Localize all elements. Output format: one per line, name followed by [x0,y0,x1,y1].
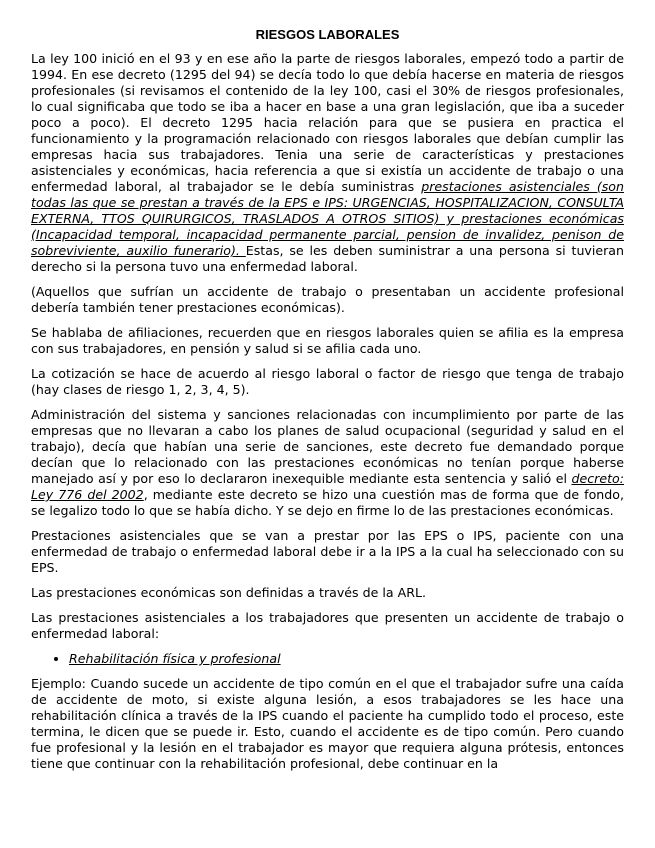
bullet-list [31,651,624,667]
paragraph-administracion-tail: , mediante este decreto se hizo una cuestión mas de forma que de fondo, se legalizo todo lo que se había dicho. Y se dejo en firme lo de las prestaciones económicas. [31,487,624,518]
decreto-link-text: decreto: Ley 776 del 2002 [31,471,624,502]
paragraph-intro-tail: Estas, se les deben suministrar a una persona si tuvieran derecho si la persona tuvo una enfermedad laboral. [31,243,624,274]
paragraph-cotizacion: La cotización se hace de acuerdo al riesgo laboral o factor de riesgo que tenga de trabajo (hay clases de riesgo 1, 2, 3, 4, 5). [31,366,624,397]
bullet-text: Rehabilitación física y profesional [69,651,281,666]
list-item [69,651,624,667]
paragraph-ejemplo: Ejemplo: Cuando sucede un accidente de tipo común en el que el trabajador sufre una caída de accidente de moto, si existe alguna lesión, a esos trabajadores se les hace una rehabilitación clínica a través de la IPS cuando el paciente ha cumplido todo el proceso, este termina, le dicen que se puede ir. Esto, cuando el accidente es de tipo común. Pero cuando fue profesional y la lesión en el trabajador es mayor que requiera alguna prótesis, entonces tiene que continuar con la rehabilitación profesional, debe continuar en la [31,676,624,771]
paragraph-intro [31,51,624,275]
paragraph-afiliaciones: Se hablaba de afiliaciones, recuerden que en riesgos laborales quien se afilia es la empresa con sus trabajadores, en pensión y salud si se afilia cada uno. [31,325,624,356]
paragraph-prestaciones-asistenciales: Prestaciones asistenciales que se van a prestar por las EPS o IPS, paciente con una enfermedad de trabajo o enfermedad laboral debe ir a la IPS a la cual ha seleccionado con su EPS. [31,528,624,575]
paragraph-administracion-text: Administración del sistema y sanciones relacionadas con incumplimiento por parte de las empresas que no llevaran a cabo los planes de salud ocupacional (seguridad y salud en el trabajo), decía que habían una serie de sanciones, este decreto fue demandado porque decían que lo relacionado con las prestaciones económicas no tenían porque haberse manejado así y por eso lo declararon inexequible mediante esta sentencia y salió el [31,407,624,486]
paragraph-trabajadores: Las prestaciones asistenciales a los trabajadores que presenten un accidente de trabajo o enfermedad laboral: [31,610,624,641]
page-title: RIESGOS LABORALES [255,27,400,42]
paragraph-prestaciones-economicas: Las prestaciones económicas son definidas a través de la ARL. [31,585,426,600]
paragraph-administracion [31,407,624,519]
paragraph-accidente: (Aquellos que sufrían un accidente de trabajo o presentaban un accidente profesional debería también tener prestaciones económicas). [31,284,624,315]
paragraph-intro-text: La ley 100 inició en el 93 y en ese año la parte de riesgos laborales, empezó todo a partir de 1994. En ese decreto (1295 del 94) se decía todo lo que debía hacerse en materia de riesgos profesionales (si revisamos el contenido de la ley 100, casi el 30% de riesgos profesionales, lo cual significaba que todo se iba a hacer en base a una gran legislación, que iba a suceder poco a poco). El decreto 1295 hacia relación para que se pusiera en practica el funcionamiento y la programación relacionado con riesgos laborales que debían cumplir las empresas hacia sus trabajadores. Tenia una serie de características y prestaciones asistenciales y económicas, hacia referencia a que si existía un accidente de trabajo o una enfermedad laboral, al trabajador se le debía suministras [31,51,624,194]
prestaciones-underlined-text: prestaciones asistenciales (son todas las que se prestan a través de la EPS e IPS: URGENCIAS, HOSPITALIZACION, CONSULTA EXTERNA, TTOS QUIRURGICOS, TRASLADOS A OTROS SITIOS) y prestaciones económicas (Incapacidad temporal, incapacidad permanente parcial, pension de invalidez, penison de sobreviviente, auxilio funerario). [31,179,624,258]
